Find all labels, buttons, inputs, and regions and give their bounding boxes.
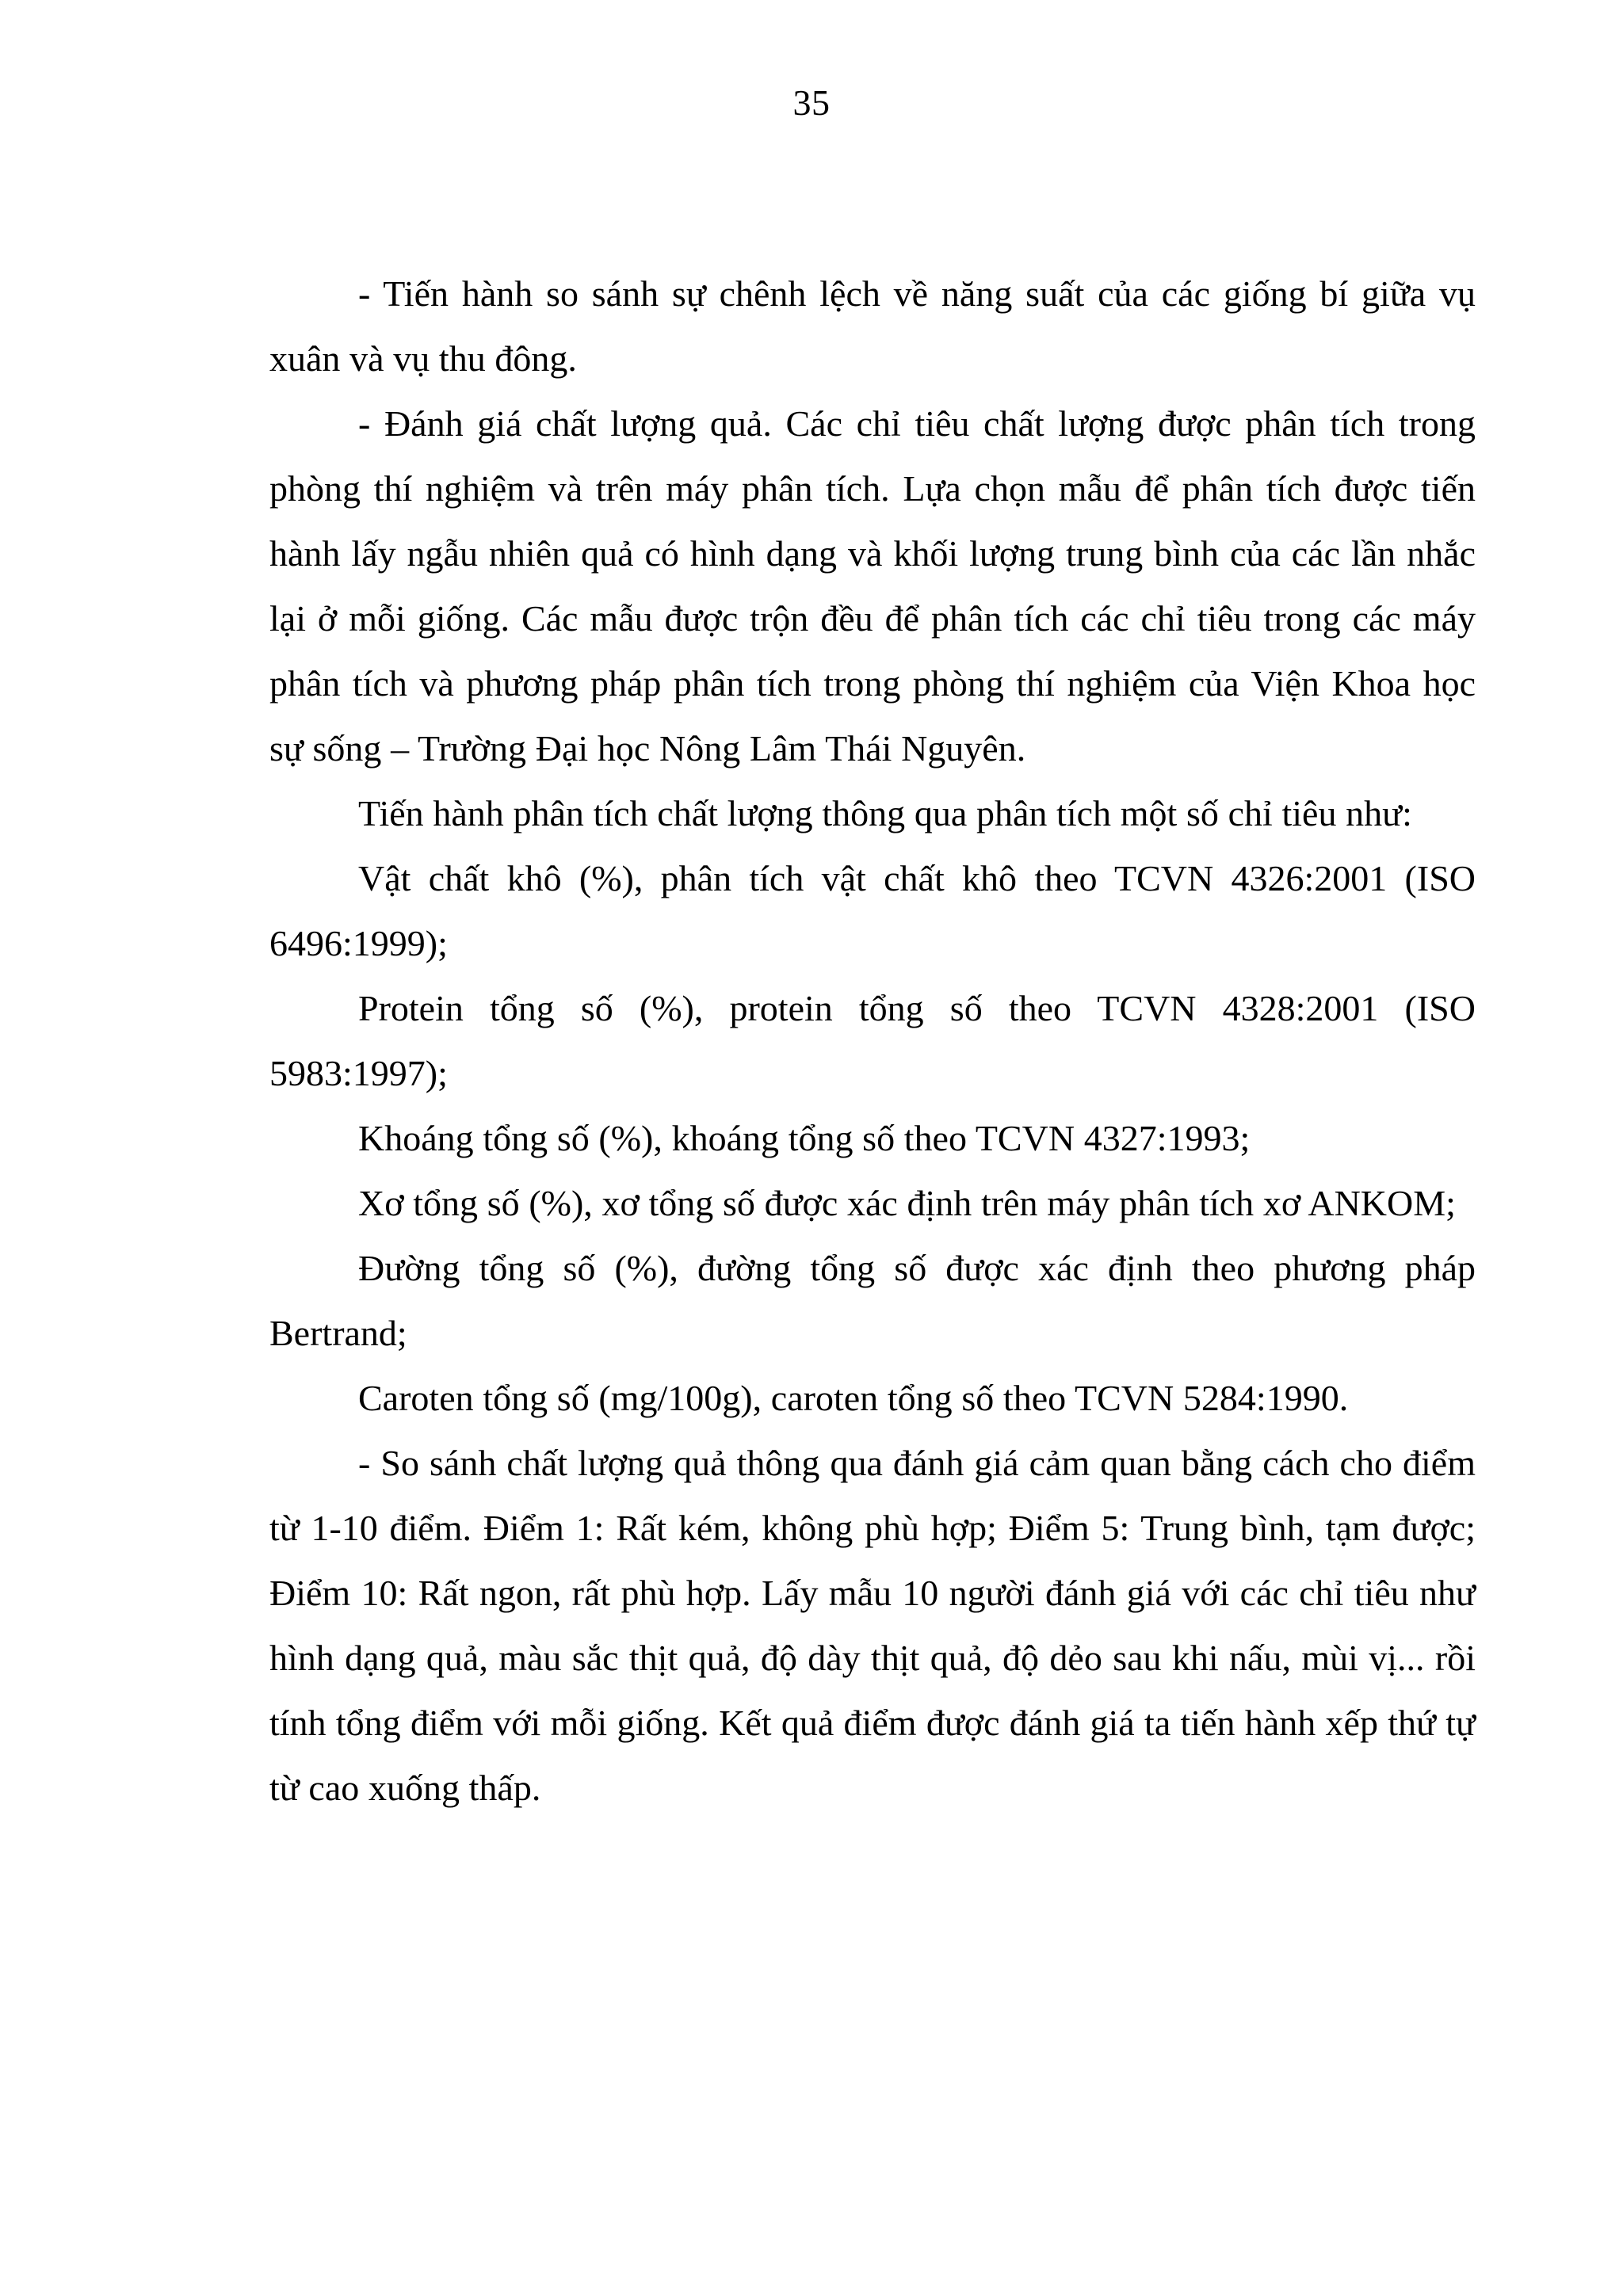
paragraph-7: Xơ tổng số (%), xơ tổng số được xác định trên máy phân tích xơ ANKOM;	[358, 1183, 1456, 1223]
paragraph-1: - Tiến hành so sánh sự chênh lệch về năng suất của các giống bí giữa vụ xuân và vụ thu đông.	[269, 273, 1476, 379]
paragraph-10: - So sánh chất lượng quả thông qua đánh giá cảm quan bằng cách cho điểm từ 1-10 điểm. Điểm 1: Rất kém, không phù hợp; Điểm 5: Trung bình, tạm được; Điểm 10: Rất ngon, rất phù hợp. Lấy mẫu 10 người đánh giá với các chỉ tiêu như hình dạng quả, màu sắc thịt quả, độ dày thịt quả, độ dẻo sau khi nấu, mùi vị... rồi tính tổng điểm với mỗi giống. Kết quả điểm được đánh giá ta tiến hành xếp thứ tự từ cao xuống thấp.	[269, 1443, 1476, 1808]
page-number: 35	[792, 82, 831, 123]
paragraph-2: - Đánh giá chất lượng quả. Các chỉ tiêu chất lượng được phân tích trong phòng thí nghiệm và trên máy phân tích. Lựa chọn mẫu để phân tích được tiến hành lấy ngẫu nhiên quả có hình dạng và khối lượng trung bình của các lần nhắc lại ở mỗi giống. Các mẫu được trộn đều để phân tích các chỉ tiêu trong các máy phân tích và phương pháp phân tích trong phòng thí nghiệm của Viện Khoa học sự sống – Trường Đại học Nông Lâm Thái Nguyên.	[269, 403, 1476, 769]
paragraph-3: Tiến hành phân tích chất lượng thông qua phân tích một số chỉ tiêu như:	[358, 793, 1412, 833]
body-text-column	[269, 261, 1476, 1821]
paragraph-4: Vật chất khô (%), phân tích vật chất khô theo TCVN 4326:2001 (ISO 6496:1999);	[269, 858, 1476, 963]
paragraph-6: Khoáng tổng số (%), khoáng tổng số theo TCVN 4327:1993;	[358, 1118, 1251, 1158]
paragraph-9: Caroten tổng số (mg/100g), caroten tổng số theo TCVN 5284:1990.	[358, 1378, 1349, 1418]
paragraph-8: Đường tổng số (%), đường tổng số được xác định theo phương pháp Bertrand;	[269, 1248, 1476, 1353]
paragraph-5: Protein tổng số (%), protein tổng số theo TCVN 4328:2001 (ISO 5983:1997);	[269, 988, 1476, 1093]
